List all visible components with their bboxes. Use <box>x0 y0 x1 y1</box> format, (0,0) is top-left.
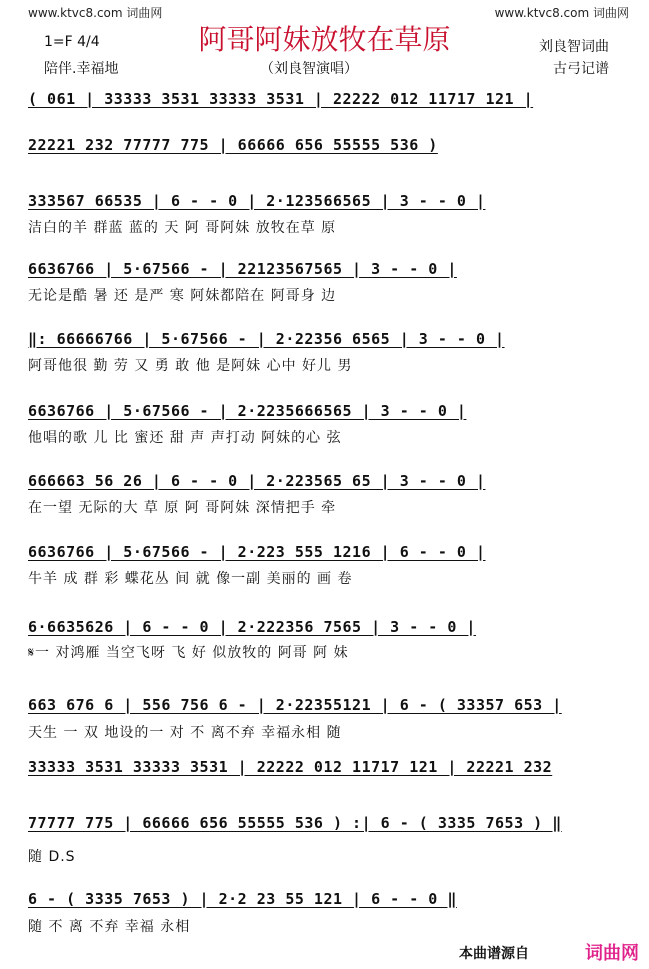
lyrics-row: 随 D.S <box>28 849 76 865</box>
site-logo: 词曲网 <box>585 943 639 964</box>
singer-line: （刘良智演唱） <box>260 61 358 77</box>
notation-row: 666663 56 26 | 6 - - 0 | 2·223565 65 | 3 - - 0 | <box>28 472 486 490</box>
notation-row: 6636766 | 5·67566 - | 2·223 555 1216 | 6 - - 0 | <box>28 543 486 561</box>
watermark-right: www.ktvc8.com 词曲网 <box>494 6 629 20</box>
source-note: 本曲谱源自 <box>459 946 529 962</box>
accompaniment-mark: 陪伴.幸福地 <box>44 61 119 77</box>
notation-row: 6·6635626 | 6 - - 0 | 2·222356 7565 | 3 - - 0 | <box>28 618 476 636</box>
lyrics-row: 在一望 无际的大 草 原 阿 哥阿妹 深情把手 牵 <box>28 500 337 516</box>
credit-line: 刘良智词曲 <box>539 39 609 55</box>
lyrics-row: 阿哥他很 勤 劳 又 勇 敢 他 是阿妹 心中 好儿 男 <box>28 358 353 374</box>
lyrics-row: 随 不 离 不弃 幸福 永相 <box>28 919 191 935</box>
notation-row: ‖: 66666766 | 5·67566 - | 2·22356 6565 | 3 - - 0 | <box>28 330 505 348</box>
notation-row: 33333 3531 33333 3531 | 22222 012 11717 121 | 22221 232 <box>28 758 553 776</box>
notation-row: 22221 232 77777 775 | 66666 656 55555 536 ) <box>28 136 438 154</box>
notation-row: 77777 775 | 66666 656 55555 536 ) :| 6 - ( 3335 7653 ) ‖ <box>28 814 562 832</box>
notation-row: ( 061 | 33333 3531 33333 3531 | 22222 012 11717 121 | <box>28 90 534 108</box>
notation-row: 6 - ( 3335 7653 ) | 2·2 23 55 121 | 6 - - 0 ‖ <box>28 890 457 908</box>
lyrics-row: 牛羊 成 群 彩 蝶花丛 间 就 像一副 美丽的 画 卷 <box>28 571 353 587</box>
lyrics-row: 无论是酷 暑 还 是严 寒 阿妹都陪在 阿哥身 边 <box>28 288 337 304</box>
notation-row: 663 676 6 | 556 756 6 - | 2·22355121 | 6 - ( 33357 653 | <box>28 696 562 714</box>
song-title: 阿哥阿妹放牧在草原 <box>198 23 451 56</box>
lyrics-row: 𝄋一 对鸿雁 当空飞呀 飞 好 似放牧的 阿哥 阿 妹 <box>28 645 349 661</box>
lyrics-row: 他唱的歌 儿 比 蜜还 甜 声 声打动 阿妹的心 弦 <box>28 430 342 446</box>
lyrics-row: 洁白的羊 群蓝 蓝的 天 阿 哥阿妹 放牧在草 原 <box>28 220 337 236</box>
watermark-left: www.ktvc8.com 词曲网 <box>28 6 163 20</box>
notation-row: 6636766 | 5·67566 - | 22123567565 | 3 - - 0 | <box>28 260 457 278</box>
key-signature: 1=F 4/4 <box>44 34 100 50</box>
notation-row: 333567 66535 | 6 - - 0 | 2·123566565 | 3 - - 0 | <box>28 192 486 210</box>
notation-row: 6636766 | 5·67566 - | 2·2235666565 | 3 - - 0 | <box>28 402 467 420</box>
transcriber-line: 古弓记谱 <box>553 61 609 77</box>
lyrics-row: 天生 一 双 地设的一 对 不 离不弃 幸福永相 随 <box>28 725 342 741</box>
